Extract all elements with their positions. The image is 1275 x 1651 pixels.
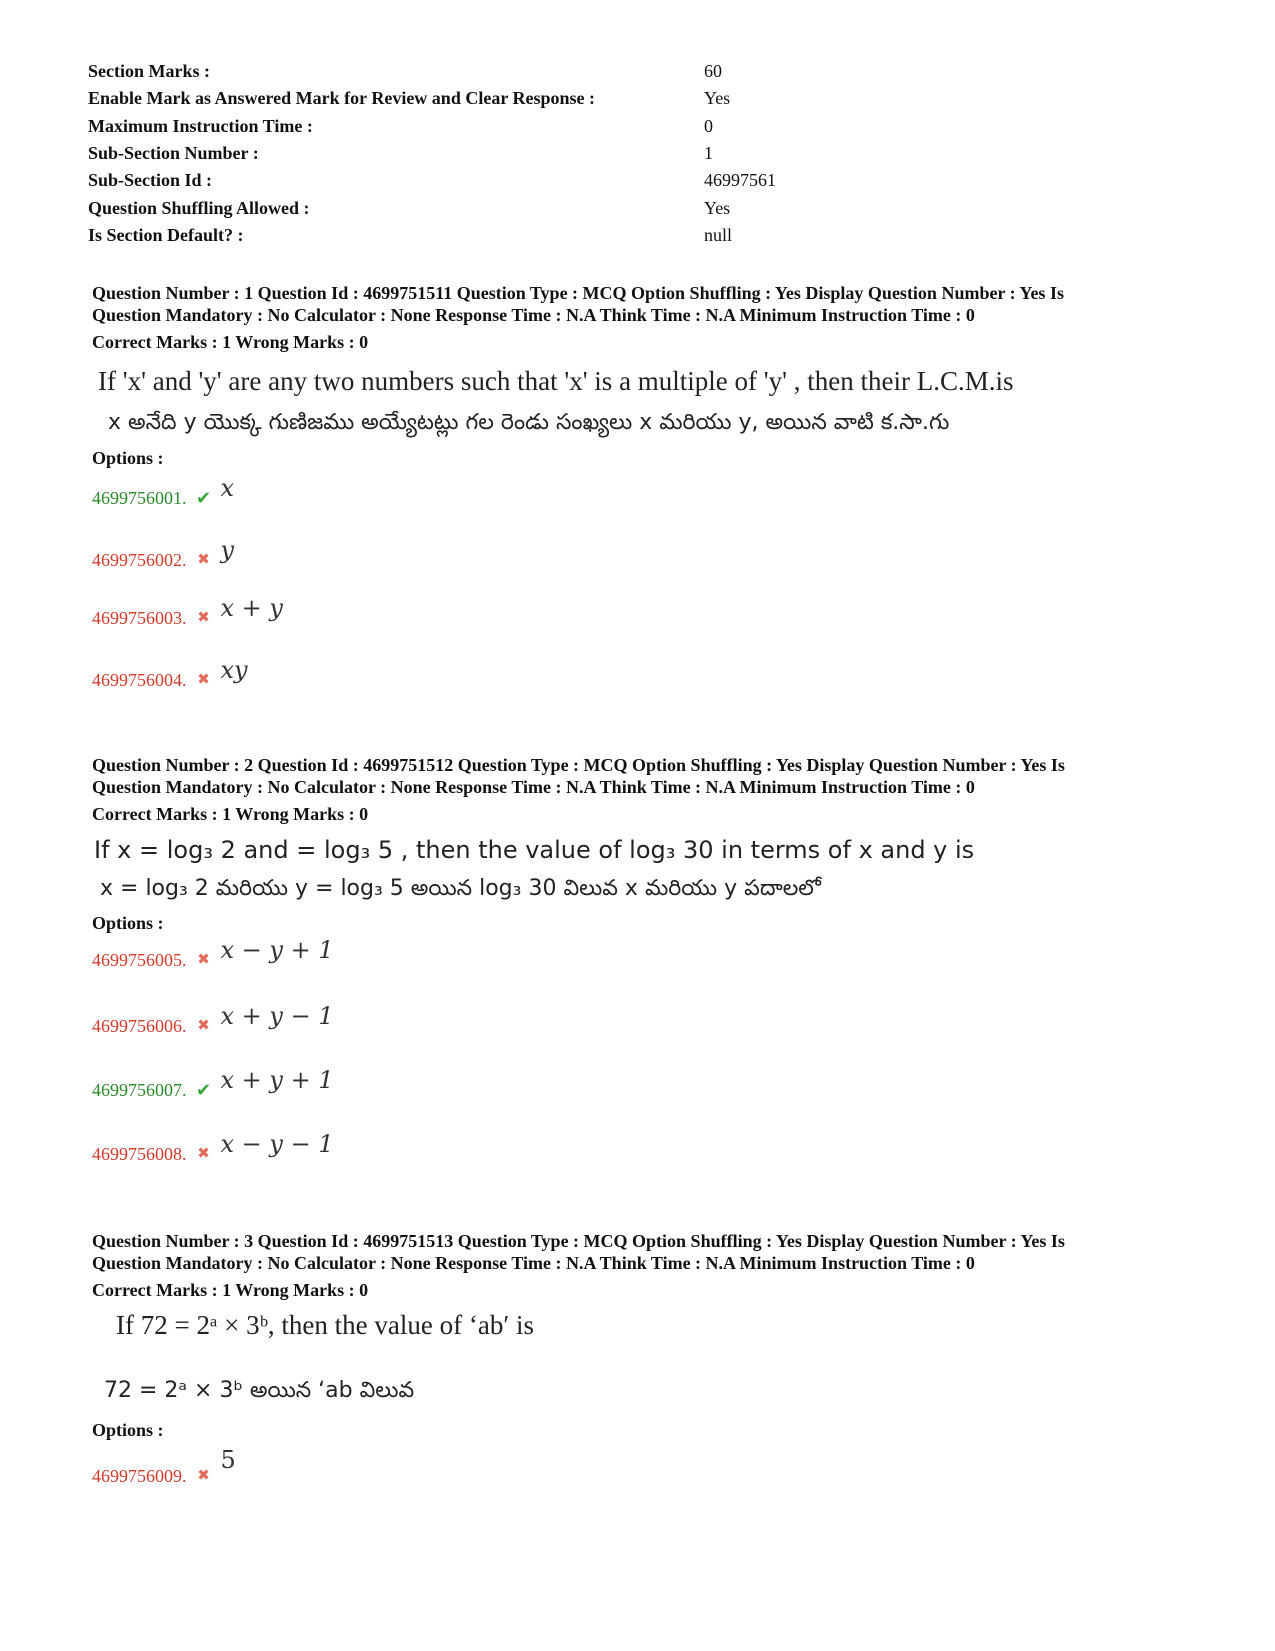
meta-label: Section Marks : (88, 61, 210, 82)
option-id: 4699756007. (92, 1080, 187, 1100)
option-value: x − y + 1 (220, 936, 334, 964)
meta-row (88, 167, 776, 194)
question-marks: Correct Marks : 1 Wrong Marks : 0 (92, 1280, 369, 1300)
cross-icon: ✖ (197, 550, 210, 568)
question-3-stem-telugu: 72 = 2ᵃ × 3ᵇ అయిన ‘ab విలువ (104, 1378, 415, 1403)
option-4699756005 (92, 936, 334, 971)
option-value: x − y − 1 (220, 1130, 334, 1158)
options-label: Options : (92, 1420, 164, 1440)
option-id: 4699756003. (92, 608, 187, 628)
meta-value: 60 (704, 61, 722, 82)
option-id: 4699756008. (92, 1144, 187, 1164)
question-header-line: Question Mandatory : No Calculator : None Response Time : N.A Think Time : N.A Minimum Instruction Time : 0 (92, 305, 975, 325)
meta-row (88, 194, 776, 221)
question-1-header (92, 282, 1202, 353)
meta-row (88, 58, 776, 85)
meta-value: null (704, 224, 733, 245)
option-id: 4699756006. (92, 1016, 187, 1036)
question-1-stem-english: If 'x' and 'y' are any two numbers such that 'x' is a multiple of 'y' , then their L.C.M.is (98, 366, 1014, 396)
meta-label: Sub-Section Number : (88, 143, 259, 164)
option-value: x (220, 474, 235, 502)
option-4699756006 (92, 1002, 334, 1037)
meta-row (88, 113, 776, 140)
meta-label: Maximum Instruction Time : (88, 115, 313, 136)
meta-value: Yes (704, 88, 731, 109)
option-4699756008 (92, 1130, 334, 1165)
option-4699756009 (92, 1446, 236, 1487)
question-header-line: Question Number : 1 Question Id : 4699751511 Question Type : MCQ Option Shuffling : Yes Display Question Number : Yes Is (92, 283, 1064, 303)
meta-row (88, 85, 776, 112)
option-4699756003 (92, 594, 283, 629)
cross-icon: ✖ (197, 950, 210, 968)
option-id: 4699756005. (92, 950, 187, 970)
option-4699756002 (92, 536, 234, 571)
option-id: 4699756009. (92, 1466, 187, 1486)
cross-icon: ✖ (197, 1466, 210, 1484)
meta-label: Enable Mark as Answered Mark for Review and Clear Response : (88, 88, 595, 109)
meta-label: Is Section Default? : (88, 224, 244, 245)
section-meta-table (88, 58, 776, 249)
meta-value: 46997561 (704, 170, 776, 191)
option-value: x + y − 1 (220, 1002, 334, 1030)
option-id: 4699756002. (92, 550, 187, 570)
check-icon: ✔ (195, 488, 212, 509)
question-header-line: Question Mandatory : No Calculator : None Response Time : N.A Think Time : N.A Minimum Instruction Time : 0 (92, 777, 975, 797)
meta-label: Sub-Section Id : (88, 170, 213, 191)
question-marks: Correct Marks : 1 Wrong Marks : 0 (92, 332, 369, 352)
option-value: x + y + 1 (220, 1066, 334, 1094)
question-header-line: Question Number : 3 Question Id : 4699751513 Question Type : MCQ Option Shuffling : Yes Display Question Number : Yes Is (92, 1231, 1065, 1251)
option-4699756001 (92, 474, 234, 509)
question-header-line: Question Mandatory : No Calculator : None Response Time : N.A Think Time : N.A Minimum Instruction Time : 0 (92, 1253, 975, 1273)
cross-icon: ✖ (197, 1144, 210, 1162)
option-value: x + y (220, 594, 283, 622)
meta-value: Yes (704, 197, 731, 218)
question-3-stem-english: If 72 = 2ᵃ × 3ᵇ, then the value of ‘ab′ is (116, 1310, 534, 1340)
options-label: Options : (92, 448, 164, 468)
meta-row (88, 140, 776, 167)
question-header-line: Question Number : 2 Question Id : 4699751512 Question Type : MCQ Option Shuffling : Yes Display Question Number : Yes Is (92, 755, 1065, 775)
meta-label: Question Shuffling Allowed : (88, 197, 310, 218)
question-3-header (92, 1230, 1202, 1301)
question-2-header (92, 754, 1202, 825)
option-value: xy (220, 656, 248, 684)
meta-value: 0 (704, 115, 713, 136)
question-1-stem-telugu: x అనేది y యొక్క గుణిజము అయ్యేటట్లు గల రెండు సంఖ్యలు x మరియు y, అయిన వాటి క.సా.గు (108, 410, 950, 435)
option-value: y (220, 536, 235, 564)
question-2-stem-telugu: x = log₃ 2 మరియు y = log₃ 5 అయిన log₃ 30 విలువ x మరియు y పదాలలో (100, 876, 821, 901)
options-label: Options : (92, 913, 164, 933)
question-marks: Correct Marks : 1 Wrong Marks : 0 (92, 804, 369, 824)
cross-icon: ✖ (197, 1016, 210, 1034)
meta-value: 1 (704, 143, 713, 164)
option-4699756007 (92, 1066, 334, 1101)
question-2-stem-english: If x = log₃ 2 and = log₃ 5 , then the value of log₃ 30 in terms of x and y is (94, 836, 975, 864)
option-value: 5 (220, 1446, 236, 1474)
check-icon: ✔ (195, 1080, 212, 1101)
option-id: 4699756004. (92, 670, 187, 690)
cross-icon: ✖ (197, 670, 210, 688)
option-4699756004 (92, 656, 248, 691)
cross-icon: ✖ (197, 608, 210, 626)
meta-row (88, 222, 776, 249)
option-id: 4699756001. (92, 488, 187, 508)
